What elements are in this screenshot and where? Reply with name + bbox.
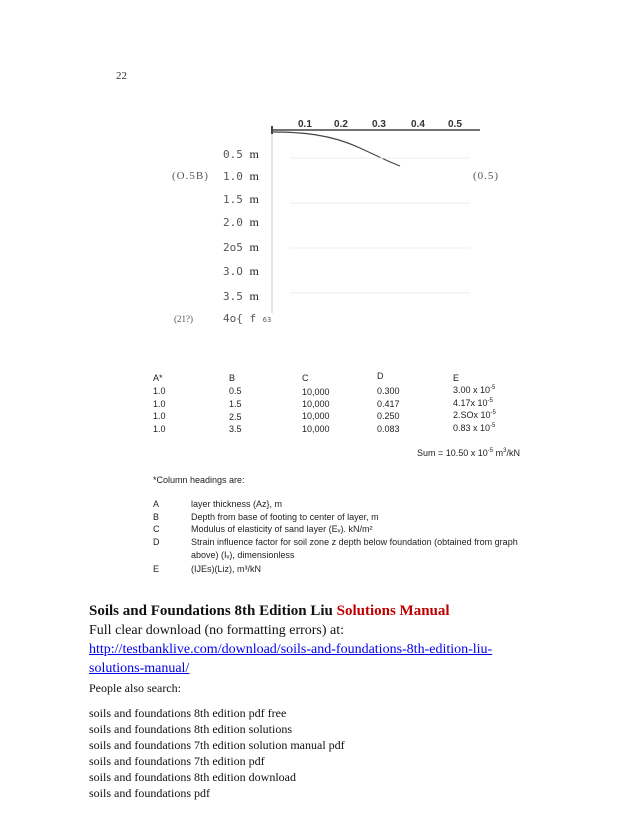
graph-lines [260, 118, 490, 318]
table-cell: 0.417 [377, 399, 400, 409]
table-cell: 0.83 x $10^{-5}$ [453, 423, 496, 433]
note-key: D [153, 537, 160, 547]
note-text: (IJEs)(Liz), m³/kN [191, 564, 261, 574]
table-cell: 3.5 [229, 424, 242, 434]
graph-right-label: (0.5) [473, 170, 500, 182]
x-tick: 0.3 [372, 119, 386, 130]
list-item: soils and foundations 7th edition pdf [89, 754, 265, 768]
note-text: above) (Iᵥ), dimensionless [191, 550, 295, 560]
note-key: B [153, 512, 160, 522]
depth-label: 0.5 m [223, 147, 259, 161]
graph-left-label: (O.5B) [172, 170, 209, 182]
x-tick: 0.1 [298, 119, 312, 130]
table-header-e: E [453, 373, 460, 383]
table-cell: 10,000 [302, 424, 330, 434]
table-header-d: D [377, 371, 384, 381]
table-cell: 2.5 [229, 412, 242, 422]
table-header-b: B [229, 373, 236, 383]
table-cell: 10,000 [302, 411, 330, 421]
table-cell: 3.00 x $10^{-5}$ [453, 385, 496, 395]
x-tick: 0.4 [411, 119, 425, 130]
table-cell: 1.0 [153, 386, 166, 396]
list-item: soils and foundations 8th edition download [89, 770, 296, 784]
note-key: E [153, 564, 160, 574]
table-cell: 0.300 [377, 386, 400, 396]
title-highlight: Solutions Manual [336, 603, 450, 619]
list-item: soils and foundations pdf [89, 786, 210, 800]
x-tick: 0.2 [334, 119, 348, 130]
note-text: Depth from base of footing to center of layer, m [191, 512, 379, 522]
list-item: soils and foundations 8th edition solutions [89, 722, 292, 736]
table-cell: 1.0 [153, 399, 166, 409]
table-sum: Sum = 10.50 x $10^{-5}$ $m^3/kN$ [417, 448, 520, 458]
table-cell: 2.SOx $10^{-5}$ [453, 410, 496, 420]
depth-label: 3.O m [223, 264, 259, 278]
depth-label: 2o5 m [223, 240, 259, 254]
influence-curve [272, 132, 400, 166]
page-number: 22 [116, 70, 127, 82]
depth-label: 3.5 m [223, 289, 259, 303]
depth-label: 2.0 m [223, 215, 259, 229]
table-cell: 10,000 [302, 387, 330, 397]
note-key: A [153, 499, 160, 509]
table-cell: 4.17x $10^{-5}$ [453, 398, 493, 408]
note-text: layer thickness (Az}, m [191, 499, 283, 509]
table-header-c: C [302, 373, 309, 383]
table-cell: 0.5 [229, 386, 242, 396]
table-cell: 0.083 [377, 424, 400, 434]
depth-label: 1.0 m [223, 169, 259, 183]
table-header-a: A* [153, 373, 163, 383]
notes-heading: *Column headings are: [153, 475, 245, 485]
note-text: Modulus of elasticity of sand layer (Eᵥ). kN/m² [191, 524, 373, 534]
list-item: soils and foundations 7th edition solution manual pdf [89, 738, 345, 752]
table-cell: 1.5 [229, 399, 242, 409]
table-cell: 0.250 [377, 411, 400, 421]
table-cell: 1.0 [153, 424, 166, 434]
x-tick: 0.5 [448, 119, 462, 130]
download-line: Full clear download (no formatting errors) at: [89, 623, 345, 638]
list-item: soils and foundations 8th edition pdf free [89, 706, 287, 720]
people-also-search-label: People also search: [89, 681, 181, 695]
graph-left-label-bottom: (21?) [174, 314, 193, 324]
download-link[interactable]: http://testbanklive.com/download/soils-and-foundations-8th-edition-liu- [89, 642, 493, 657]
depth-label-last: 4o{ f 63 [223, 312, 272, 325]
table-cell: 10,000 [302, 399, 330, 409]
note-text: Strain influence factor for soil zone z depth below foundation (obtained from graph [191, 537, 518, 547]
depth-label: 1.5 m [223, 192, 259, 206]
download-link-continued[interactable]: solutions-manual/ [89, 661, 190, 676]
table-cell: 1.0 [153, 411, 166, 421]
document-title: Soils and Foundations 8th Edition Liu Solutions Manual [89, 603, 450, 619]
note-key: C [153, 524, 160, 534]
